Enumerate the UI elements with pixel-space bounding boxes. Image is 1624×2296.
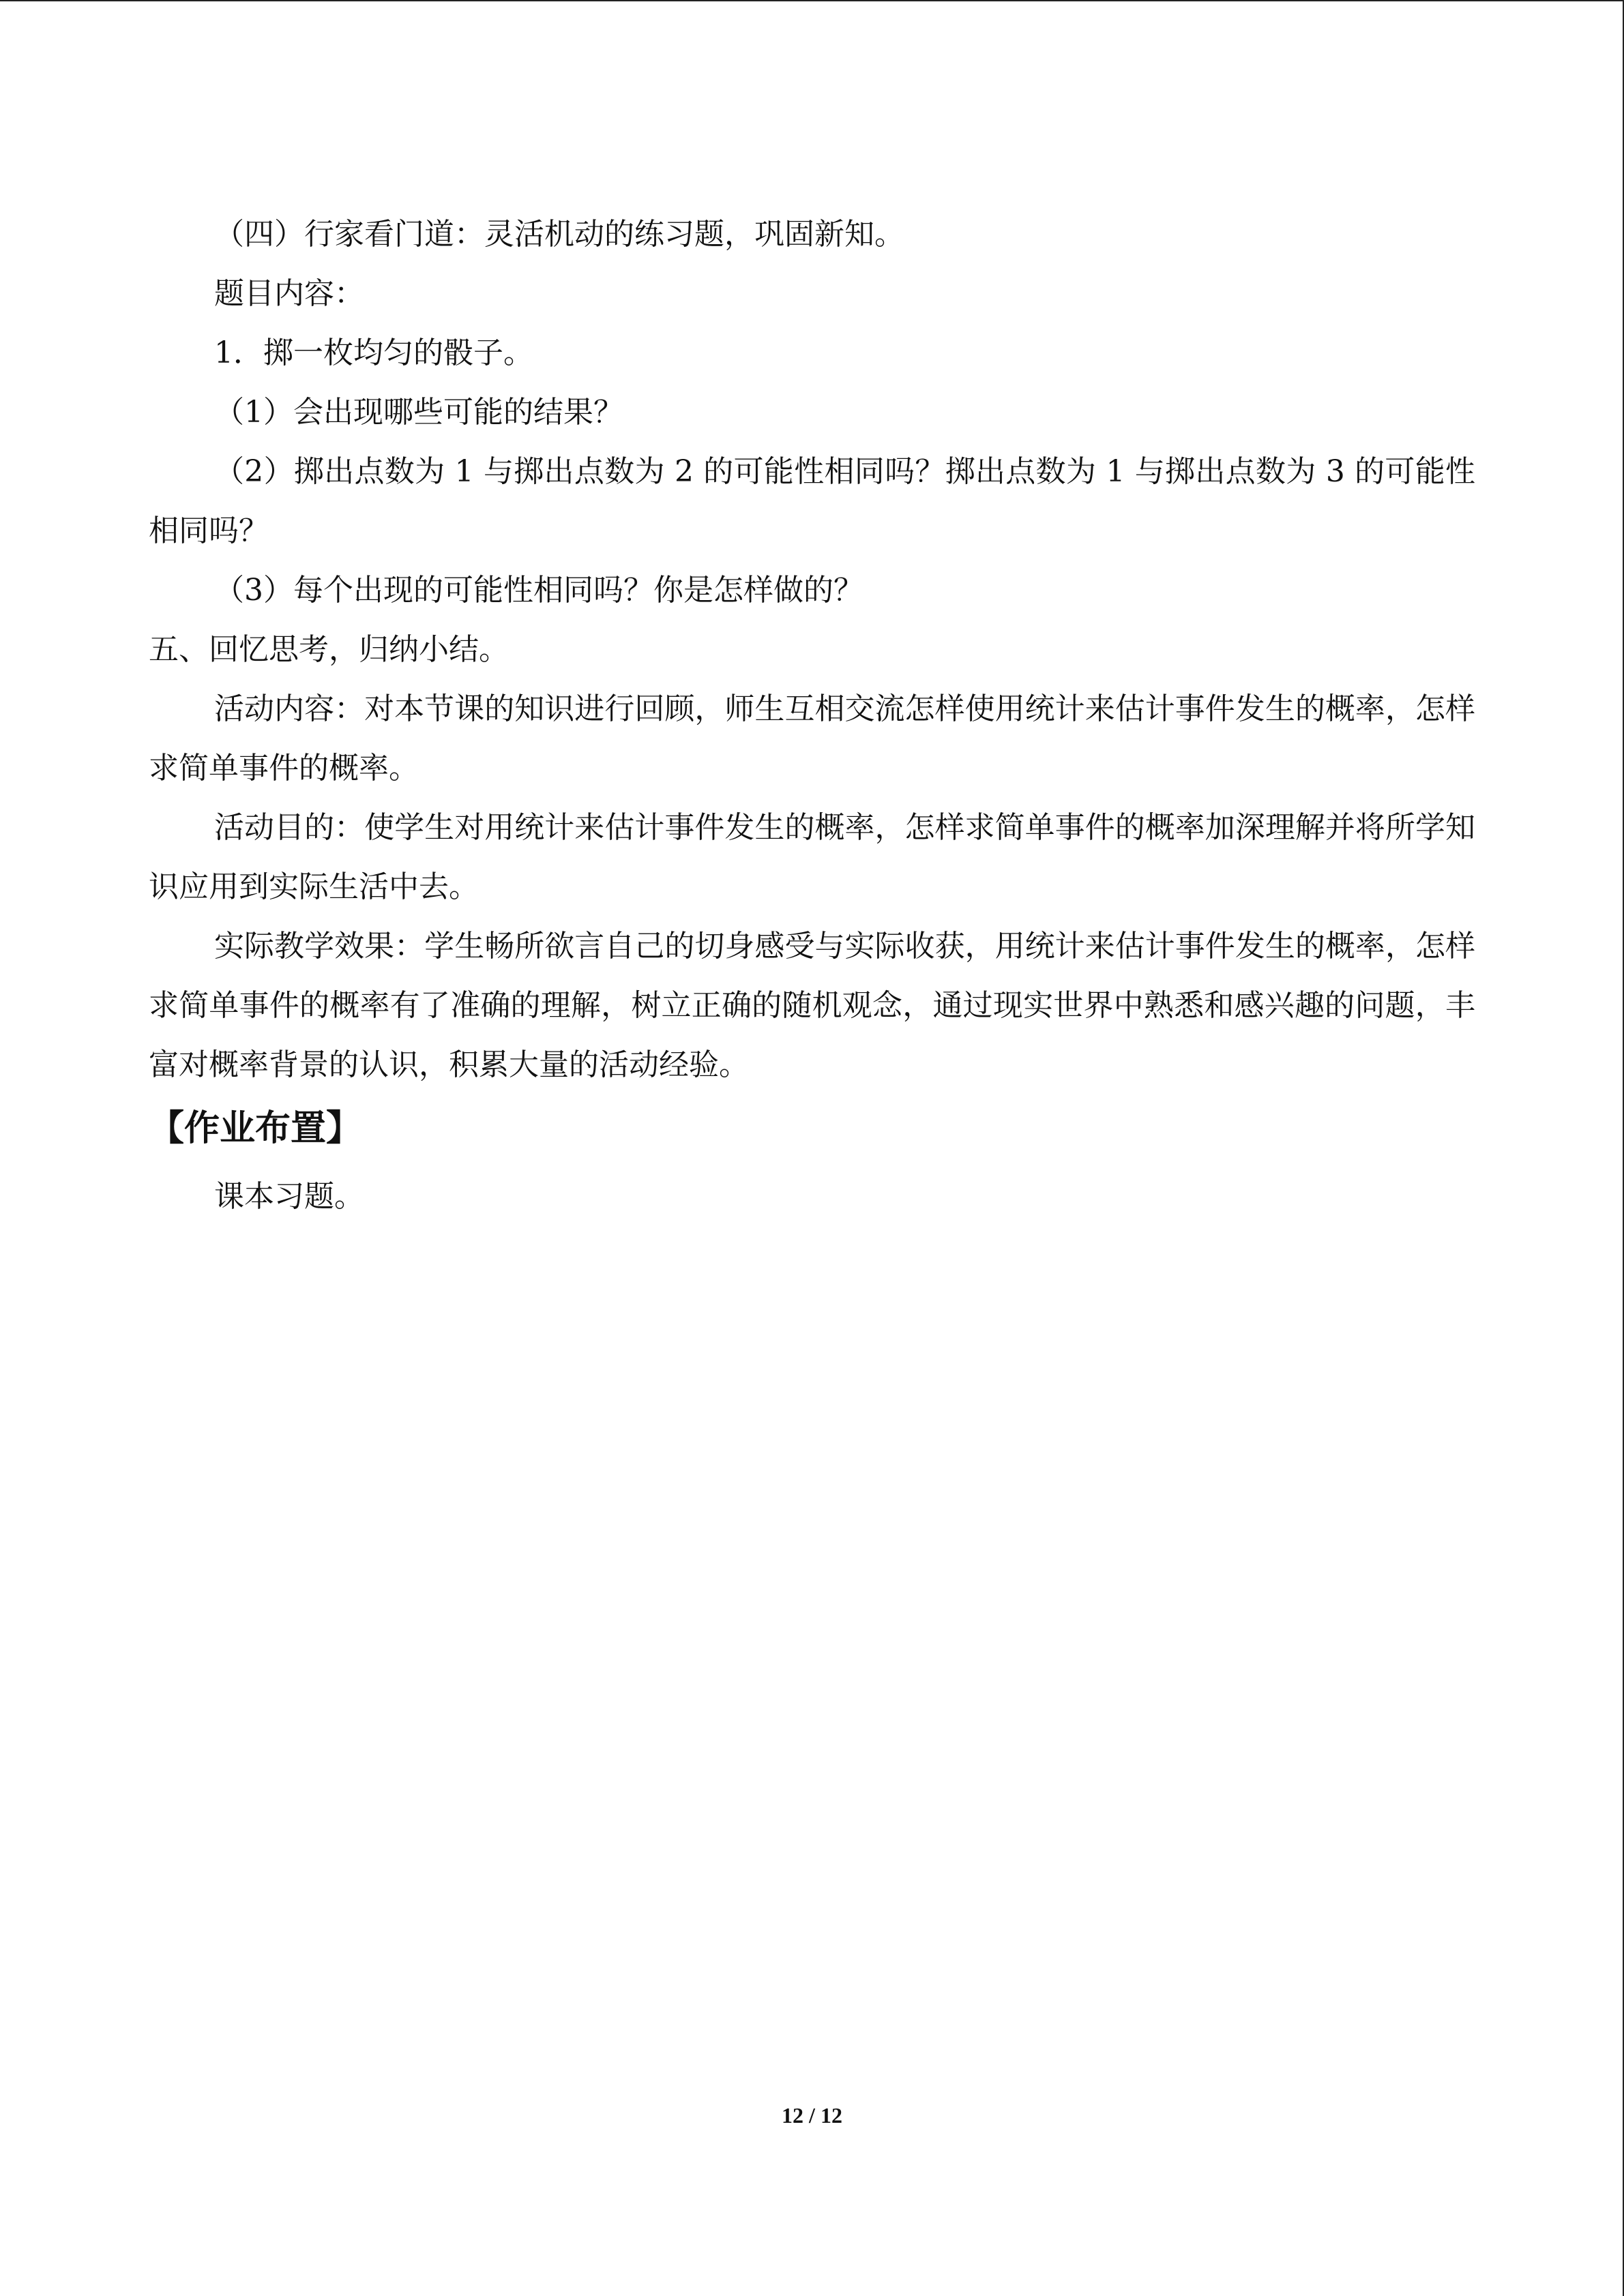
section-heading-homework: 【作业布置】: [149, 1108, 362, 1149]
paragraph-subquestion-1: （1）会出现哪些可能的结果？: [214, 395, 623, 430]
paragraph-subquestion-3: （3）每个出现的可能性相同吗？你是怎样做的？: [214, 573, 863, 608]
paragraph-section-five: 五、回忆思考，归纳小结。: [149, 632, 509, 667]
paragraph-question-content-label: 题目内容：: [214, 276, 364, 311]
paragraph-question-1: 1．掷一枚均匀的骰子。: [214, 336, 533, 370]
paragraph-subquestion-2: （2）掷出点数为 1 与掷出点数为 2 的可能性相同吗？掷出点数为 1 与掷出点数为 3 的可能性相同吗？: [149, 454, 1475, 548]
paragraph-homework: 课本习题。: [214, 1179, 364, 1214]
document-body: [149, 205, 1475, 1226]
page-number: 12 / 12: [782, 2103, 842, 2128]
paragraph-activity-content: 活动内容：对本节课的知识进行回顾，师生互相交流怎样使用统计来估计事件发生的概率，怎样求简单事件的概率。: [149, 691, 1475, 786]
paragraph-activity-goal: 活动目的：使学生对用统计来估计事件发生的概率，怎样求简单事件的概率加深理解并将所学知识应用到实际生活中去。: [149, 810, 1475, 904]
paragraph-practice-title: （四）行家看门道：灵活机动的练习题，巩固新知。: [214, 217, 904, 252]
paragraph-teaching-effect: 实际教学效果：学生畅所欲言自己的切身感受与实际收获，用统计来估计事件发生的概率，怎样求简单事件的概率有了准确的理解，树立正确的随机观念，通过现实世界中熟悉和感兴趣的问题，丰富对概率背景的认识，积累大量的活动经验。: [149, 929, 1475, 1082]
